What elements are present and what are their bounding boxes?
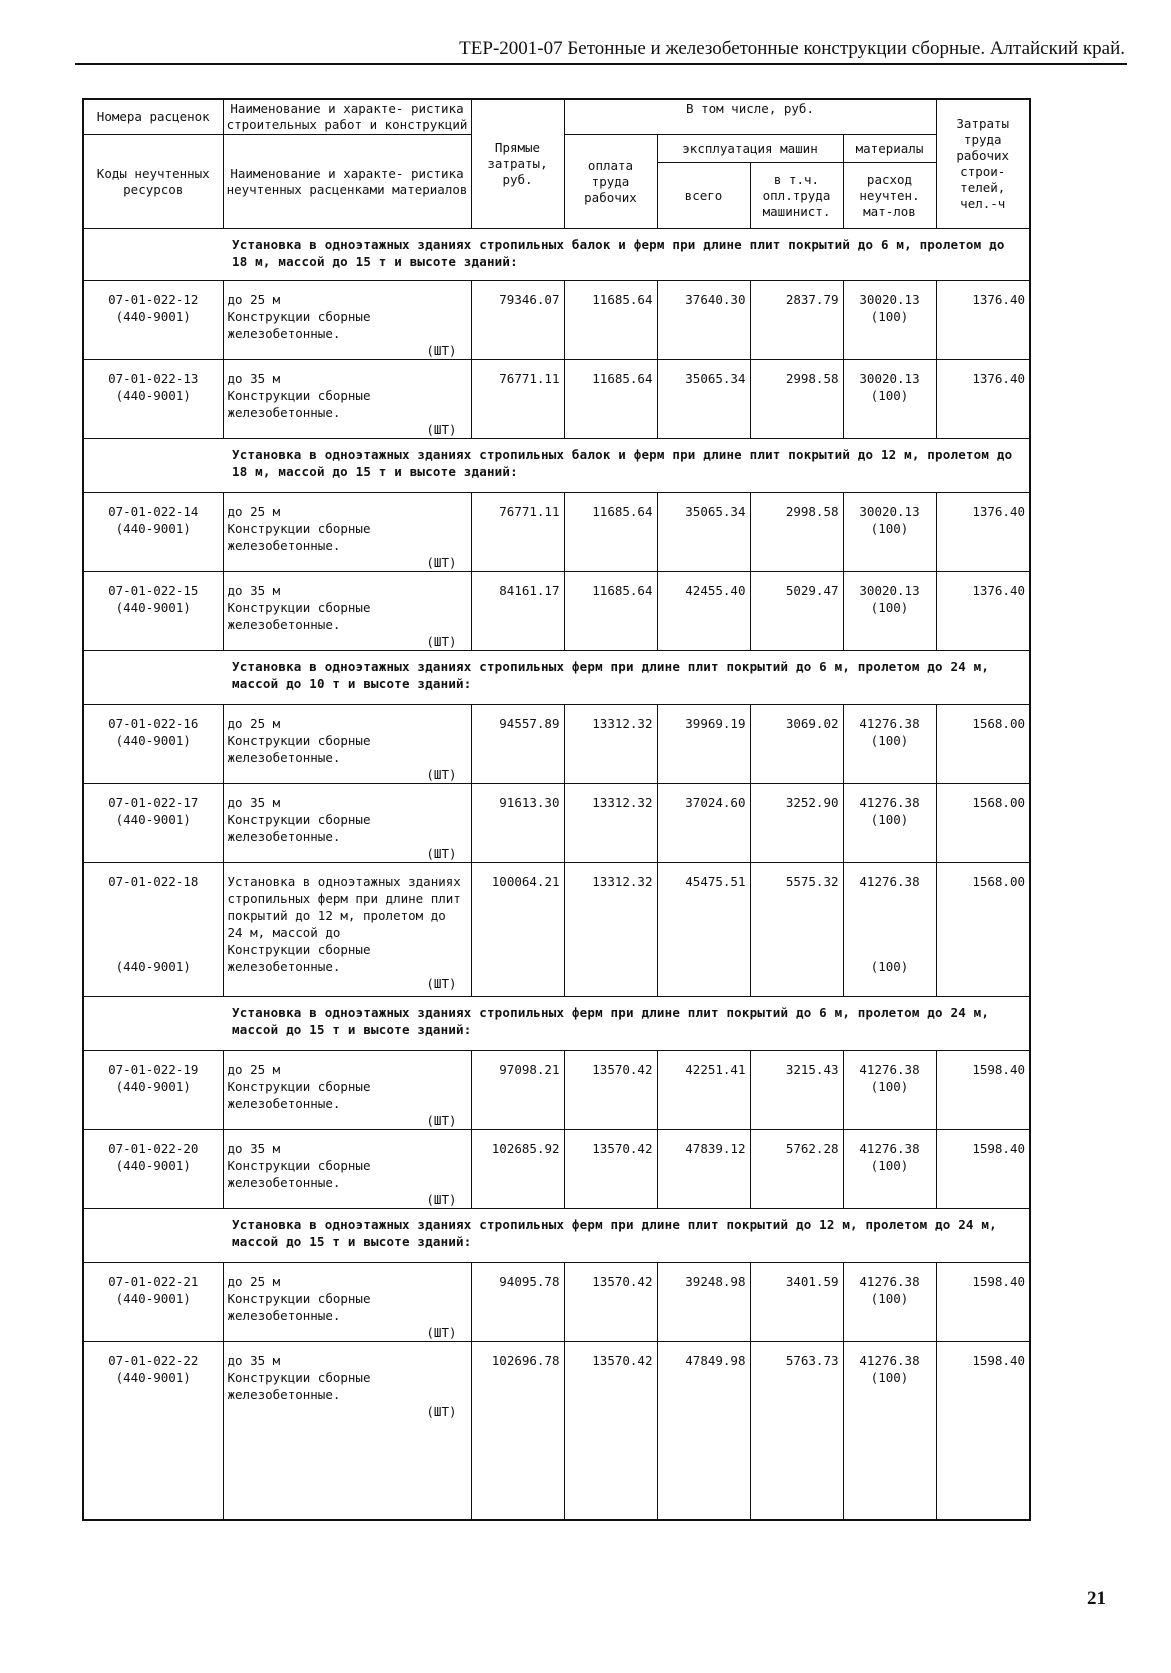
unit-line [228, 633, 467, 650]
material-line [228, 732, 467, 766]
work-description-cell [223, 784, 471, 863]
materials-cost: 41276.38 [859, 1274, 920, 1289]
materials-cost: 30020.13 [859, 504, 920, 519]
rate-code-cell [83, 1342, 223, 1520]
material-name: Конструкции сборные железобетонные. [227, 309, 371, 341]
direct-cost: 79346.07 [471, 281, 564, 360]
work-description-cell [223, 281, 471, 360]
rate-code: 07-01-022-21 [108, 1274, 199, 1289]
rate-code-cell [83, 493, 223, 572]
resource-code: (440-9001) [115, 812, 191, 827]
table-row [83, 863, 1030, 997]
materials-qty: (100) [870, 733, 909, 748]
machinist-wages: 3069.02 [750, 705, 843, 784]
labor-cost: 1376.40 [936, 493, 1030, 572]
rate-code: 07-01-022-16 [108, 716, 199, 731]
spacer [88, 890, 219, 958]
material-unit: (ШТ) [426, 846, 457, 861]
labor-cost: 1376.40 [936, 281, 1030, 360]
resource-code: (440-9001) [115, 1291, 191, 1306]
rate-code-cell [83, 360, 223, 439]
col-rate-number-header: Номера расценок [83, 99, 223, 135]
material-name: Конструкции сборные железобетонные. [227, 1158, 371, 1190]
machines-total: 35065.34 [657, 360, 750, 439]
materials-cell [843, 1342, 936, 1520]
direct-cost: 102685.92 [471, 1130, 564, 1209]
table-row [83, 1342, 1030, 1520]
unit-line [228, 1112, 467, 1129]
material-line [228, 308, 467, 342]
work-description-cell [223, 705, 471, 784]
resource-code: (440-9001) [115, 600, 191, 615]
table-row [83, 572, 1030, 651]
rate-code-cell [83, 281, 223, 360]
wages: 13570.42 [564, 1130, 657, 1209]
direct-cost: 94095.78 [471, 1263, 564, 1342]
materials-qty: (100) [870, 309, 909, 324]
machinist-wages: 5575.32 [750, 863, 843, 997]
wages: 13570.42 [564, 1051, 657, 1130]
running-header: ТЕР-2001-07 Бетонные и железобетонные конструкции сборные. Алтайский край. [459, 38, 1125, 59]
rate-code: 07-01-022-18 [108, 874, 199, 889]
table-row [83, 1130, 1030, 1209]
materials-cost: 41276.38 [859, 1353, 920, 1368]
resource-code: (440-9001) [115, 309, 191, 324]
section-title: Установка в одноэтажных зданиях стропильных балок и ферм при длине плит покрытий до 12 м, пролетом до 18 м, массой до 15 т и высоте зданий: [83, 439, 1030, 493]
col-labor-header: Затраты труда рабочих строи- телей, чел.-ч [936, 99, 1030, 229]
materials-cell [843, 863, 936, 997]
wages: 11685.64 [564, 281, 657, 360]
materials-cost: 30020.13 [859, 583, 920, 598]
material-unit: (ШТ) [426, 767, 457, 782]
material-line [228, 1157, 467, 1191]
materials-cell [843, 360, 936, 439]
materials-cell [843, 1130, 936, 1209]
machinist-wages: 3252.90 [750, 784, 843, 863]
machines-total: 47839.12 [657, 1130, 750, 1209]
materials-cost: 41276.38 [859, 1062, 920, 1077]
material-name: Конструкции сборные железобетонные. [227, 942, 371, 974]
material-line [228, 1369, 467, 1403]
resource-code: (440-9001) [115, 388, 191, 403]
materials-qty: (100) [870, 959, 909, 974]
materials-cell [843, 1051, 936, 1130]
materials-qty: (100) [870, 1158, 909, 1173]
material-unit: (ШТ) [426, 422, 457, 437]
machines-total: 39969.19 [657, 705, 750, 784]
material-line [228, 1290, 467, 1324]
work-description: до 35 м [227, 795, 281, 810]
direct-cost: 94557.89 [471, 705, 564, 784]
work-description: до 25 м [227, 1274, 281, 1289]
labor-cost: 1598.40 [936, 1263, 1030, 1342]
material-line [228, 1078, 467, 1112]
machinist-wages: 5029.47 [750, 572, 843, 651]
rate-code-cell [83, 1130, 223, 1209]
wages: 11685.64 [564, 572, 657, 651]
machinist-wages: 2837.79 [750, 281, 843, 360]
table-row [83, 493, 1030, 572]
material-name: Конструкции сборные железобетонные. [227, 600, 371, 632]
wages: 11685.64 [564, 360, 657, 439]
labor-cost: 1568.00 [936, 784, 1030, 863]
unit-line [228, 1403, 467, 1420]
material-name: Конструкции сборные железобетонные. [227, 812, 371, 844]
work-description-cell [223, 572, 471, 651]
rate-code: 07-01-022-22 [108, 1353, 199, 1368]
machines-total: 45475.51 [657, 863, 750, 997]
materials-qty: (100) [870, 1079, 909, 1094]
materials-cost: 41276.38 [859, 716, 920, 731]
material-name: Конструкции сборные железобетонные. [227, 1079, 371, 1111]
resource-code: (440-9001) [115, 733, 191, 748]
resource-code: (440-9001) [115, 959, 191, 974]
rate-code-cell [83, 572, 223, 651]
machinist-wages: 3215.43 [750, 1051, 843, 1130]
rate-code: 07-01-022-20 [108, 1141, 199, 1156]
work-description-cell [223, 1051, 471, 1130]
labor-cost: 1598.40 [936, 1130, 1030, 1209]
including-header: В том числе, руб. [564, 99, 936, 135]
machinist-wages: 2998.58 [750, 360, 843, 439]
resource-code: (440-9001) [115, 1158, 191, 1173]
col-machines-total-header: всего [657, 163, 750, 229]
col-machinist-wages-header: в т.ч. опл.труда машинист. [750, 163, 843, 229]
machines-total: 37024.60 [657, 784, 750, 863]
rate-code-cell [83, 1263, 223, 1342]
col-materials-sub-header: расход неучтен. мат-лов [843, 163, 936, 229]
unit-line [228, 554, 467, 571]
materials-cost: 30020.13 [859, 292, 920, 307]
resource-code: (440-9001) [115, 1079, 191, 1094]
direct-cost: 102696.78 [471, 1342, 564, 1520]
work-description-cell [223, 863, 471, 997]
table-row [83, 360, 1030, 439]
table-row [83, 1051, 1030, 1130]
spacer [848, 890, 932, 958]
labor-cost: 1376.40 [936, 572, 1030, 651]
wages: 13312.32 [564, 863, 657, 997]
work-description: до 35 м [227, 371, 281, 386]
material-unit: (ШТ) [426, 1192, 457, 1207]
machines-total: 39248.98 [657, 1263, 750, 1342]
machines-total: 35065.34 [657, 493, 750, 572]
header-rule [75, 63, 1127, 65]
material-name: Конструкции сборные железобетонные. [227, 388, 371, 420]
machines-total: 37640.30 [657, 281, 750, 360]
rate-code: 07-01-022-17 [108, 795, 199, 810]
materials-cell [843, 705, 936, 784]
direct-cost: 91613.30 [471, 784, 564, 863]
rate-code: 07-01-022-13 [108, 371, 199, 386]
materials-cost: 41276.38 [859, 1141, 920, 1156]
work-description-cell [223, 1342, 471, 1520]
table-row [83, 1263, 1030, 1342]
col-wages-header: оплата труда рабочих [564, 135, 657, 229]
machinist-wages: 5762.28 [750, 1130, 843, 1209]
work-description: до 25 м [227, 1062, 281, 1077]
resource-code: (440-9001) [115, 521, 191, 536]
machines-total: 42455.40 [657, 572, 750, 651]
rate-code: 07-01-022-15 [108, 583, 199, 598]
work-description: до 25 м [227, 292, 281, 307]
col-material-header: Наименование и характе- ристика неучтенных расценками материалов [223, 135, 471, 229]
labor-cost: 1568.00 [936, 705, 1030, 784]
materials-qty: (100) [870, 812, 909, 827]
work-description: до 35 м [227, 583, 281, 598]
rate-code: 07-01-022-19 [108, 1062, 199, 1077]
col-materials-header: материалы [843, 135, 936, 163]
material-line [228, 941, 467, 975]
work-description-cell [223, 1130, 471, 1209]
labor-cost: 1568.00 [936, 863, 1030, 997]
rate-code: 07-01-022-12 [108, 292, 199, 307]
work-description: до 25 м [227, 716, 281, 731]
section-title: Установка в одноэтажных зданиях стропильных ферм при длине плит покрытий до 6 м, пролетом до 24 м, массой до 10 т и высоте зданий: [83, 651, 1030, 705]
direct-cost: 76771.11 [471, 493, 564, 572]
materials-cost: 30020.13 [859, 371, 920, 386]
rates-table [82, 98, 1031, 1521]
direct-cost: 100064.21 [471, 863, 564, 997]
materials-cell [843, 1263, 936, 1342]
unit-line [228, 1324, 467, 1341]
labor-cost: 1598.40 [936, 1051, 1030, 1130]
table-row [83, 784, 1030, 863]
materials-qty: (100) [870, 600, 909, 615]
unit-line [228, 421, 467, 438]
wages: 13312.32 [564, 784, 657, 863]
table-row [83, 281, 1030, 360]
material-unit: (ШТ) [426, 976, 457, 991]
material-unit: (ШТ) [426, 634, 457, 649]
unit-line [228, 975, 467, 992]
page-number: 21 [1087, 1588, 1106, 1609]
material-name: Конструкции сборные железобетонные. [227, 733, 371, 765]
material-name: Конструкции сборные железобетонные. [227, 1370, 371, 1402]
materials-qty: (100) [870, 388, 909, 403]
machinist-wages: 2998.58 [750, 493, 843, 572]
section-title: Установка в одноэтажных зданиях стропильных ферм при длине плит покрытий до 6 м, пролетом до 24 м, массой до 15 т и высоте зданий: [83, 997, 1030, 1051]
rate-code-cell [83, 784, 223, 863]
direct-cost: 97098.21 [471, 1051, 564, 1130]
labor-cost: 1376.40 [936, 360, 1030, 439]
materials-qty: (100) [870, 1291, 909, 1306]
materials-cost: 41276.38 [859, 874, 920, 889]
unit-line [228, 845, 467, 862]
materials-cell [843, 784, 936, 863]
rate-code: 07-01-022-14 [108, 504, 199, 519]
wages: 13570.42 [564, 1263, 657, 1342]
col-direct-header: Прямые затраты, руб. [471, 99, 564, 229]
col-resource-code-header: Коды неучтенных ресурсов [83, 135, 223, 229]
material-unit: (ШТ) [426, 1404, 457, 1419]
section-title: Установка в одноэтажных зданиях стропильных балок и ферм при длине плит покрытий до 6 м, пролетом до 18 м, массой до 15 т и высоте зданий: [83, 229, 1030, 281]
rate-code-cell [83, 705, 223, 784]
col-name-header: Наименование и характе- ристика строительных работ и конструкций [223, 99, 471, 135]
direct-cost: 84161.17 [471, 572, 564, 651]
unit-line [228, 766, 467, 783]
material-name: Конструкции сборные железобетонные. [227, 521, 371, 553]
materials-cell [843, 572, 936, 651]
materials-cell [843, 493, 936, 572]
direct-cost: 76771.11 [471, 360, 564, 439]
material-line [228, 811, 467, 845]
materials-qty: (100) [870, 1370, 909, 1385]
materials-qty: (100) [870, 521, 909, 536]
material-line [228, 387, 467, 421]
machines-total: 42251.41 [657, 1051, 750, 1130]
rate-code-cell [83, 1051, 223, 1130]
work-description-cell [223, 360, 471, 439]
col-machines-header: эксплуатация машин [657, 135, 843, 163]
material-unit: (ШТ) [426, 343, 457, 358]
unit-line [228, 1191, 467, 1208]
materials-cost: 41276.38 [859, 795, 920, 810]
machinist-wages: 5763.73 [750, 1342, 843, 1520]
table-row [83, 705, 1030, 784]
work-description-cell [223, 1263, 471, 1342]
work-description-cell [223, 493, 471, 572]
machines-total: 47849.98 [657, 1342, 750, 1520]
material-unit: (ШТ) [426, 1325, 457, 1340]
labor-cost: 1598.40 [936, 1342, 1030, 1520]
section-title: Установка в одноэтажных зданиях стропильных ферм при длине плит покрытий до 12 м, пролетом до 24 м, массой до 15 т и высоте зданий: [83, 1209, 1030, 1263]
work-description: до 35 м [227, 1141, 281, 1156]
material-unit: (ШТ) [426, 1113, 457, 1128]
materials-cell [843, 281, 936, 360]
rate-code-cell [83, 863, 223, 997]
material-unit: (ШТ) [426, 555, 457, 570]
wages: 13570.42 [564, 1342, 657, 1520]
material-name: Конструкции сборные железобетонные. [227, 1291, 371, 1323]
material-line [228, 599, 467, 633]
resource-code: (440-9001) [115, 1370, 191, 1385]
machinist-wages: 3401.59 [750, 1263, 843, 1342]
wages: 13312.32 [564, 705, 657, 784]
wages: 11685.64 [564, 493, 657, 572]
work-description: до 25 м [227, 504, 281, 519]
material-line [228, 520, 467, 554]
work-description: Установка в одноэтажных зданиях стропильных ферм при длине плит покрытий до 12 м, пролетом до 24 м, массой до [227, 874, 461, 940]
work-description: до 35 м [227, 1353, 281, 1368]
unit-line [228, 342, 467, 359]
